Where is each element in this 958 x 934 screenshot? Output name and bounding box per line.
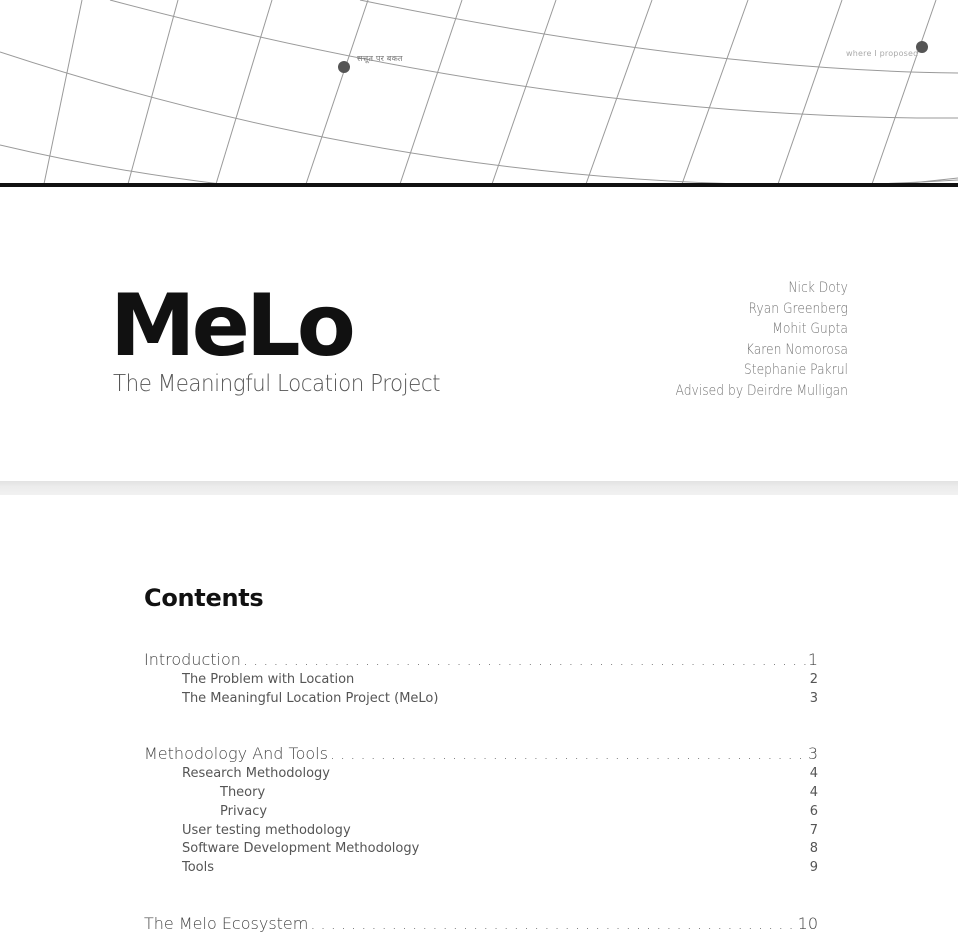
map-grid-line (586, 0, 652, 184)
map-pin-label: where I proposed (846, 49, 919, 58)
toc-entry[interactable] (144, 841, 818, 856)
author-name: Stephanie Pakrul (743, 362, 848, 379)
toc-entry-label: The Problem with Location (182, 672, 355, 687)
cover-divider-rule (0, 183, 958, 187)
map-pin-label: सत्तूत पर बकत (357, 54, 403, 63)
author-list (652, 278, 848, 402)
toc-entry-label: Tools (182, 860, 215, 875)
page-separator (0, 481, 958, 495)
toc-dot-leader (330, 744, 806, 763)
toc-entry[interactable] (144, 785, 818, 800)
map-grid-line (306, 0, 368, 184)
toc-entry[interactable] (144, 804, 818, 819)
toc-entry-label: Research Methodology (182, 766, 330, 781)
toc-entry[interactable] (144, 823, 818, 838)
toc-page-number: 2 (809, 672, 818, 687)
toc-page-number: 4 (809, 785, 818, 800)
advisor-name: Advised by Deirdre Mulligan (675, 382, 848, 399)
toc-entry-label: Privacy (220, 804, 268, 819)
toc-entry[interactable] (144, 672, 818, 687)
map-grid-illustration (0, 0, 958, 184)
toc-dot-leader (243, 650, 806, 669)
map-grid-line (44, 0, 82, 184)
toc-page-number: 9 (809, 860, 818, 875)
toc-page-number: 7 (809, 823, 818, 838)
toc-entry[interactable] (144, 914, 818, 933)
author-name: Mohit Gupta (772, 321, 848, 338)
toc-entry[interactable] (144, 744, 818, 763)
toc-dot-leader (310, 914, 795, 933)
toc-entry-label: Methodology And Tools (144, 744, 328, 763)
map-grid-line (492, 0, 556, 184)
toc-page-number: 10 (797, 914, 818, 933)
author-name: Nick Doty (788, 280, 848, 296)
toc-page-number: 3 (809, 691, 818, 706)
toc-entry-label: User testing methodology (182, 823, 351, 838)
toc-entry-label: Introduction (144, 650, 241, 669)
toc-page-number: 6 (809, 804, 818, 819)
toc-entry-label: The Melo Ecosystem (144, 914, 309, 933)
map-grid-line (682, 0, 748, 184)
toc-page-number: 1 (807, 650, 818, 669)
toc-entry-label: The Meaningful Location Project (MeLo) (182, 691, 439, 706)
toc-page-number: 3 (807, 744, 818, 763)
toc-entry-label: Theory (220, 785, 266, 800)
project-logo-title: MeLo (110, 276, 352, 376)
contents-heading: Contents (144, 584, 264, 612)
map-grid-line (128, 0, 178, 184)
map-grid-line (872, 0, 936, 184)
toc-entry-label: Software Development Methodology (182, 841, 420, 856)
contents-page (0, 495, 958, 934)
author-name: Karen Nomorosa (745, 341, 848, 358)
toc-page-number: 8 (809, 841, 818, 856)
author-name: Ryan Greenberg (748, 300, 848, 317)
toc-entry[interactable] (144, 650, 818, 669)
toc-entry[interactable] (144, 766, 818, 781)
map-grid-line (0, 145, 958, 184)
project-subtitle: The Meaningful Location Project (113, 371, 441, 397)
map-pin-1 (338, 61, 350, 73)
toc-page-number: 4 (809, 766, 818, 781)
toc-entry[interactable] (144, 691, 818, 706)
map-grid-line (778, 0, 842, 184)
map-grid-line (216, 0, 272, 184)
map-grid-line (0, 52, 958, 184)
toc-entry[interactable] (144, 860, 818, 875)
map-grid-line (110, 0, 958, 118)
